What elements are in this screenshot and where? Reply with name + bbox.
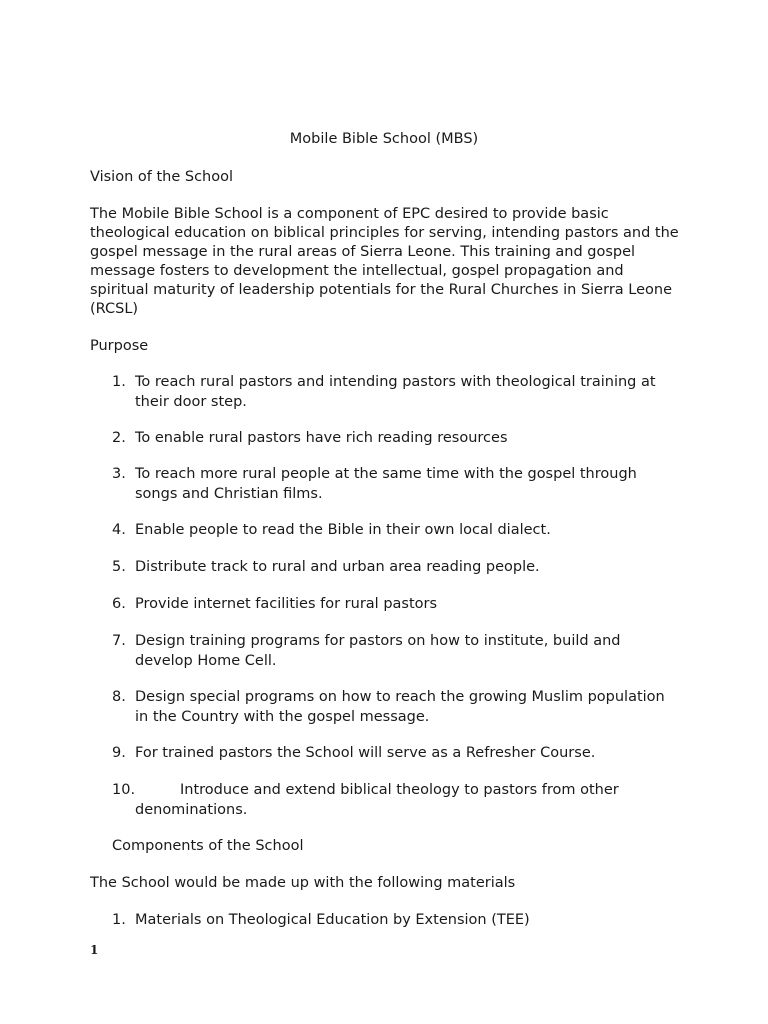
purpose-item-3 bbox=[112, 465, 682, 504]
list-text: To reach rural pastors and intending pastors with theological training at their door step. bbox=[135, 374, 656, 410]
list-text: To enable rural pastors have rich reading resources bbox=[135, 430, 508, 446]
list-number: 4. bbox=[112, 522, 126, 538]
list-number: 1. bbox=[112, 912, 126, 928]
list-number: 6. bbox=[112, 596, 126, 612]
list-number: 1. bbox=[112, 374, 126, 390]
components-item-1 bbox=[112, 911, 682, 931]
list-text: Design special programs on how to reach the growing Muslim population in the Country with the gospel message. bbox=[135, 689, 665, 725]
list-number: 9. bbox=[112, 745, 126, 761]
purpose-item-1 bbox=[112, 373, 682, 412]
components-heading: Components of the School bbox=[112, 838, 304, 854]
list-text: Provide internet facilities for rural pastors bbox=[135, 596, 438, 612]
purpose-heading: Purpose bbox=[90, 338, 149, 354]
page-number: 1 bbox=[90, 943, 99, 957]
list-text-continued: denominations. bbox=[135, 801, 248, 818]
purpose-item-9 bbox=[112, 744, 682, 764]
list-number: 7. bbox=[112, 633, 126, 649]
list-number: 10. bbox=[112, 782, 136, 798]
list-number: 2. bbox=[112, 430, 126, 446]
list-text: To reach more rural people at the same time with the gospel through songs and Christian films. bbox=[135, 466, 637, 502]
list-number: 5. bbox=[112, 559, 126, 575]
list-text: Design training programs for pastors on how to institute, build and develop Home Cell. bbox=[135, 633, 621, 669]
list-number: 8. bbox=[112, 689, 126, 705]
purpose-item-6 bbox=[112, 595, 682, 615]
purpose-item-10 bbox=[112, 781, 682, 820]
list-text: Enable people to read the Bible in their own local dialect. bbox=[135, 522, 551, 538]
list-text: Distribute track to rural and urban area reading people. bbox=[135, 559, 540, 575]
components-intro: The School would be made up with the following materials bbox=[90, 875, 516, 891]
purpose-item-4 bbox=[112, 521, 682, 541]
purpose-item-8 bbox=[112, 688, 682, 727]
purpose-item-5 bbox=[112, 558, 682, 578]
list-text: Introduce and extend biblical theology to pastors from other bbox=[180, 782, 619, 798]
purpose-item-7 bbox=[112, 632, 682, 671]
vision-heading: Vision of the School bbox=[90, 169, 234, 185]
purpose-item-2 bbox=[112, 429, 682, 449]
list-text: Materials on Theological Education by Extension (TEE) bbox=[135, 912, 530, 928]
document-title: Mobile Bible School (MBS) bbox=[289, 131, 479, 147]
vision-paragraph: The Mobile Bible School is a component of EPC desired to provide basic theological education on biblical principles for serving, intending pastors and the gospel message in the rural areas of Sierra Leone. This training and gospel message fosters to development the intellectual, gospel propagation and spiritual maturity of leadership potentials for the Rural Churches in Sierra Leone (RCSL) bbox=[90, 206, 679, 317]
list-number: 3. bbox=[112, 466, 126, 482]
list-text: For trained pastors the School will serve as a Refresher Course. bbox=[135, 745, 596, 761]
